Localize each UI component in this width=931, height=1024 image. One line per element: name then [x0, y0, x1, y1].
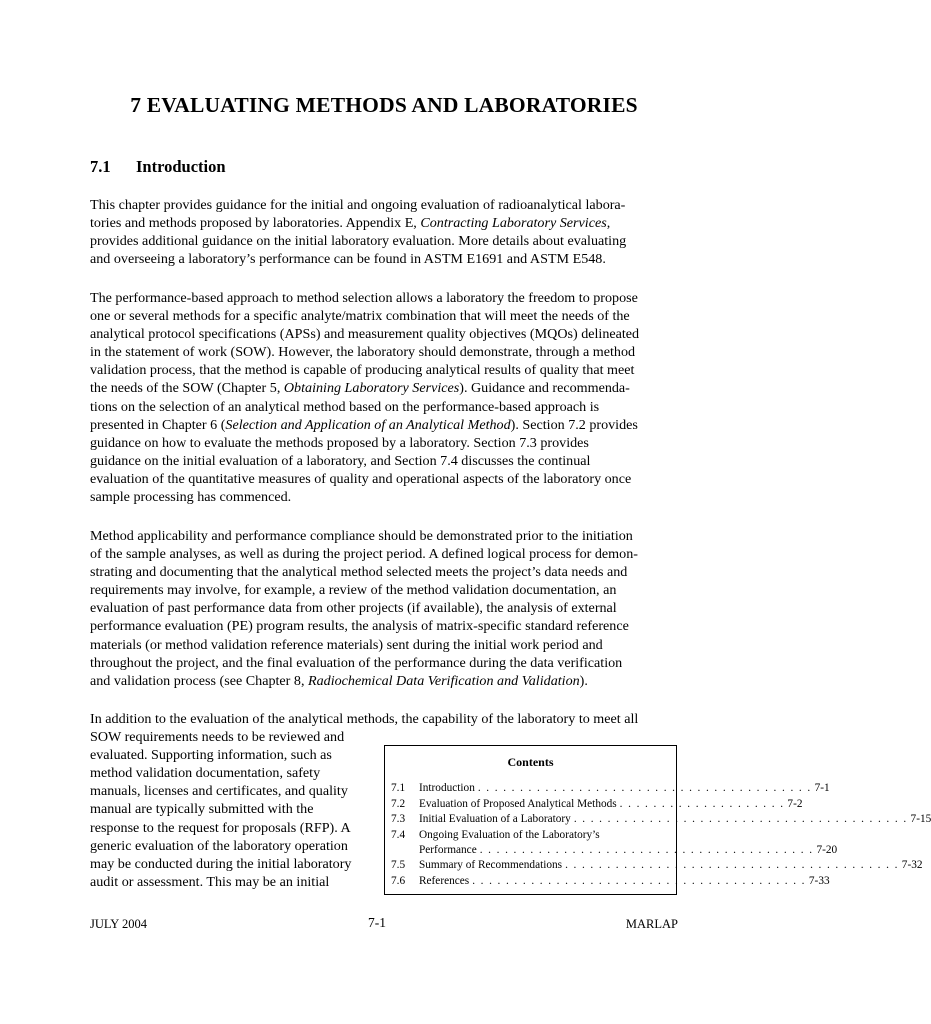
toc-title: Summary of Recommendations — [419, 859, 563, 872]
text-line: manuals, licenses and certificates, and quality — [90, 783, 348, 800]
toc-title: Introduction — [419, 782, 475, 795]
text-line: evaluated. Supporting information, such as — [90, 747, 332, 764]
contents-title: Contents — [507, 755, 554, 769]
toc-entry[interactable] — [385, 781, 830, 796]
text-line: This chapter provides guidance for the initial and ongoing evaluation of radioanalytical labora- — [90, 197, 626, 213]
toc-number: 7.2 — [391, 797, 406, 810]
text-line: tions on the selection of an analytical method based on the performance-based approach is — [90, 398, 600, 415]
text-line: sample processing has commenced. — [90, 489, 292, 506]
toc-entry[interactable] — [385, 812, 931, 827]
text-line: SOW requirements needs to be reviewed and — [90, 729, 345, 746]
section-title: Introduction — [136, 157, 226, 176]
text-line: generic evaluation of the laboratory operation — [90, 837, 348, 854]
text-line: audit or assessment. This may be an initial — [90, 873, 330, 890]
text-line — [90, 379, 680, 397]
toc-leader: . . . . . . . . . . . . . . . . . . . . . . . . . . . . . . . . . . . . . . . . — [479, 844, 814, 857]
text-line: evaluation of the quantitative measures of quality and operational aspects of the laboratory once — [90, 470, 632, 487]
text-line — [90, 416, 680, 434]
text-span: the needs of the SOW (Chapter 5, — [90, 380, 284, 397]
text-line: strating and documenting that the analytical method selected meets the project’s data needs and — [90, 564, 628, 581]
toc-entry-continuation[interactable] — [385, 843, 838, 858]
text-line: provides additional guidance on the initial laboratory evaluation. More details about evaluating — [90, 233, 627, 250]
text-span: tories and methods proposed by laboratories. Appendix E, — [90, 215, 421, 232]
toc-number: 7.3 — [391, 813, 406, 826]
italic-reference: Obtaining Laboratory Services — [283, 380, 460, 397]
toc-number: 7.1 — [391, 782, 406, 795]
toc-title: Ongoing Evaluation of the Laboratory’s — [419, 828, 600, 841]
italic-reference: Selection and Application of an Analytical Method — [225, 416, 511, 433]
toc-entry[interactable] — [385, 874, 830, 889]
text-line: may be conducted during the initial laboratory — [90, 855, 352, 872]
text-line: throughout the project, and the final evaluation of the performance during the data verification — [90, 654, 623, 671]
text-line: response to the request for proposals (RFP). A — [90, 819, 351, 836]
toc-page: 7-32 — [901, 859, 923, 872]
section-heading — [90, 157, 226, 177]
toc-entry[interactable] — [385, 797, 803, 812]
toc-page: 7-2 — [787, 797, 803, 810]
toc-title: Performance — [419, 844, 477, 857]
footer-date: JULY 2004 — [90, 917, 147, 931]
toc-leader: . . . . . . . . . . . . . . . . . . . . . . . . . . . . . . . . . . . . . . . . — [472, 874, 806, 887]
text-span: ). Guidance and recommenda- — [459, 380, 630, 397]
text-line: evaluation of past performance data from other projects (if available), the analysis of external — [90, 600, 617, 617]
toc-leader: . . . . . . . . . . . . . . . . . . . . . . . . . . . . . . . . . . . . . . . . — [477, 782, 812, 795]
text-span: and validation process (see Chapter 8, — [90, 672, 308, 689]
text-span: ). Section 7.2 provides — [510, 416, 638, 433]
text-line: method validation documentation, safety — [90, 765, 321, 782]
text-line: in the statement of work (SOW). However, the laboratory should demonstrate, through a method — [90, 344, 636, 361]
toc-page: 7-15 — [910, 813, 931, 826]
paragraph-2 — [90, 289, 680, 506]
contents-box — [384, 745, 931, 895]
toc-leader: . . . . . . . . . . . . . . . . . . . . . . . . . . . . . . . . . . . . . . . . — [573, 813, 908, 826]
toc-leader: . . . . . . . . . . . . . . . . . . . . — [619, 797, 785, 810]
italic-reference: Contracting Laboratory Services — [420, 215, 607, 232]
paragraph-1 — [90, 196, 680, 268]
paragraph-3 — [90, 527, 680, 690]
toc-title: References — [419, 874, 470, 887]
footer-page-number: 7-1 — [368, 915, 386, 930]
text-line: and overseeing a laboratory’s performance can be found in ASTM E1691 and ASTM E548. — [90, 251, 606, 268]
text-line: one or several methods for a specific analyte/matrix combination that will meet the needs of the — [90, 308, 630, 325]
text-line: guidance on how to evaluate the methods proposed by a laboratory. Section 7.3 provides — [90, 434, 589, 451]
text-line: The performance-based approach to method selection allows a laboratory the freedom to propose — [90, 290, 638, 306]
toc-title: Evaluation of Proposed Analytical Methods — [419, 797, 617, 810]
chapter-title: 7 EVALUATING METHODS AND LABORATORIES — [130, 93, 638, 117]
section-number: 7.1 — [90, 157, 111, 176]
text-line: In addition to the evaluation of the analytical methods, the capability of the laboratory to meet all — [90, 711, 639, 727]
toc-indent — [391, 843, 419, 858]
text-line — [90, 214, 680, 232]
italic-reference: Radiochemical Data Verification and Validation — [308, 672, 580, 689]
text-line: analytical protocol specifications (APSs) and measurement quality objectives (MQOs) delineated — [90, 326, 640, 343]
toc-leader: . . . . . . . . . . . . . . . . . . . . . . . . . . . . . . . . . . . . . . . . — [565, 859, 899, 872]
toc-page: 7-20 — [816, 844, 838, 857]
toc-entry[interactable] — [385, 828, 676, 843]
text-line: guidance on the initial evaluation of a laboratory, and Section 7.4 discusses the continual — [90, 452, 591, 469]
text-line: manual are typically submitted with the — [90, 801, 314, 818]
toc-page: 7-1 — [814, 782, 830, 795]
toc-number: 7.5 — [391, 859, 406, 872]
text-line — [90, 672, 680, 690]
text-span: , — [606, 215, 611, 232]
text-span: presented in Chapter 6 ( — [90, 416, 226, 433]
toc-title: Initial Evaluation of a Laboratory — [419, 813, 571, 826]
text-line: of the sample analyses, as well as during the project period. A defined logical process for demon- — [90, 546, 638, 563]
text-span: ). — [579, 672, 588, 689]
text-line: materials (or method validation reference materials) sent during the initial work period and — [90, 636, 603, 653]
toc-number: 7.6 — [391, 874, 406, 887]
text-line: validation process, that the method is capable of producing analytical results of quality that meet — [90, 362, 635, 379]
toc-page: 7-33 — [808, 874, 830, 887]
toc-number: 7.4 — [391, 828, 406, 841]
text-line: requirements may involve, for example, a review of the method validation documentation, an — [90, 582, 617, 599]
toc-entry[interactable] — [385, 858, 923, 873]
text-line: Method applicability and performance compliance should be demonstrated prior to the initiation — [90, 528, 633, 544]
footer-publication: MARLAP — [625, 917, 678, 931]
text-line: performance evaluation (PE) program results, the analysis of matrix-specific standard reference — [90, 618, 629, 635]
